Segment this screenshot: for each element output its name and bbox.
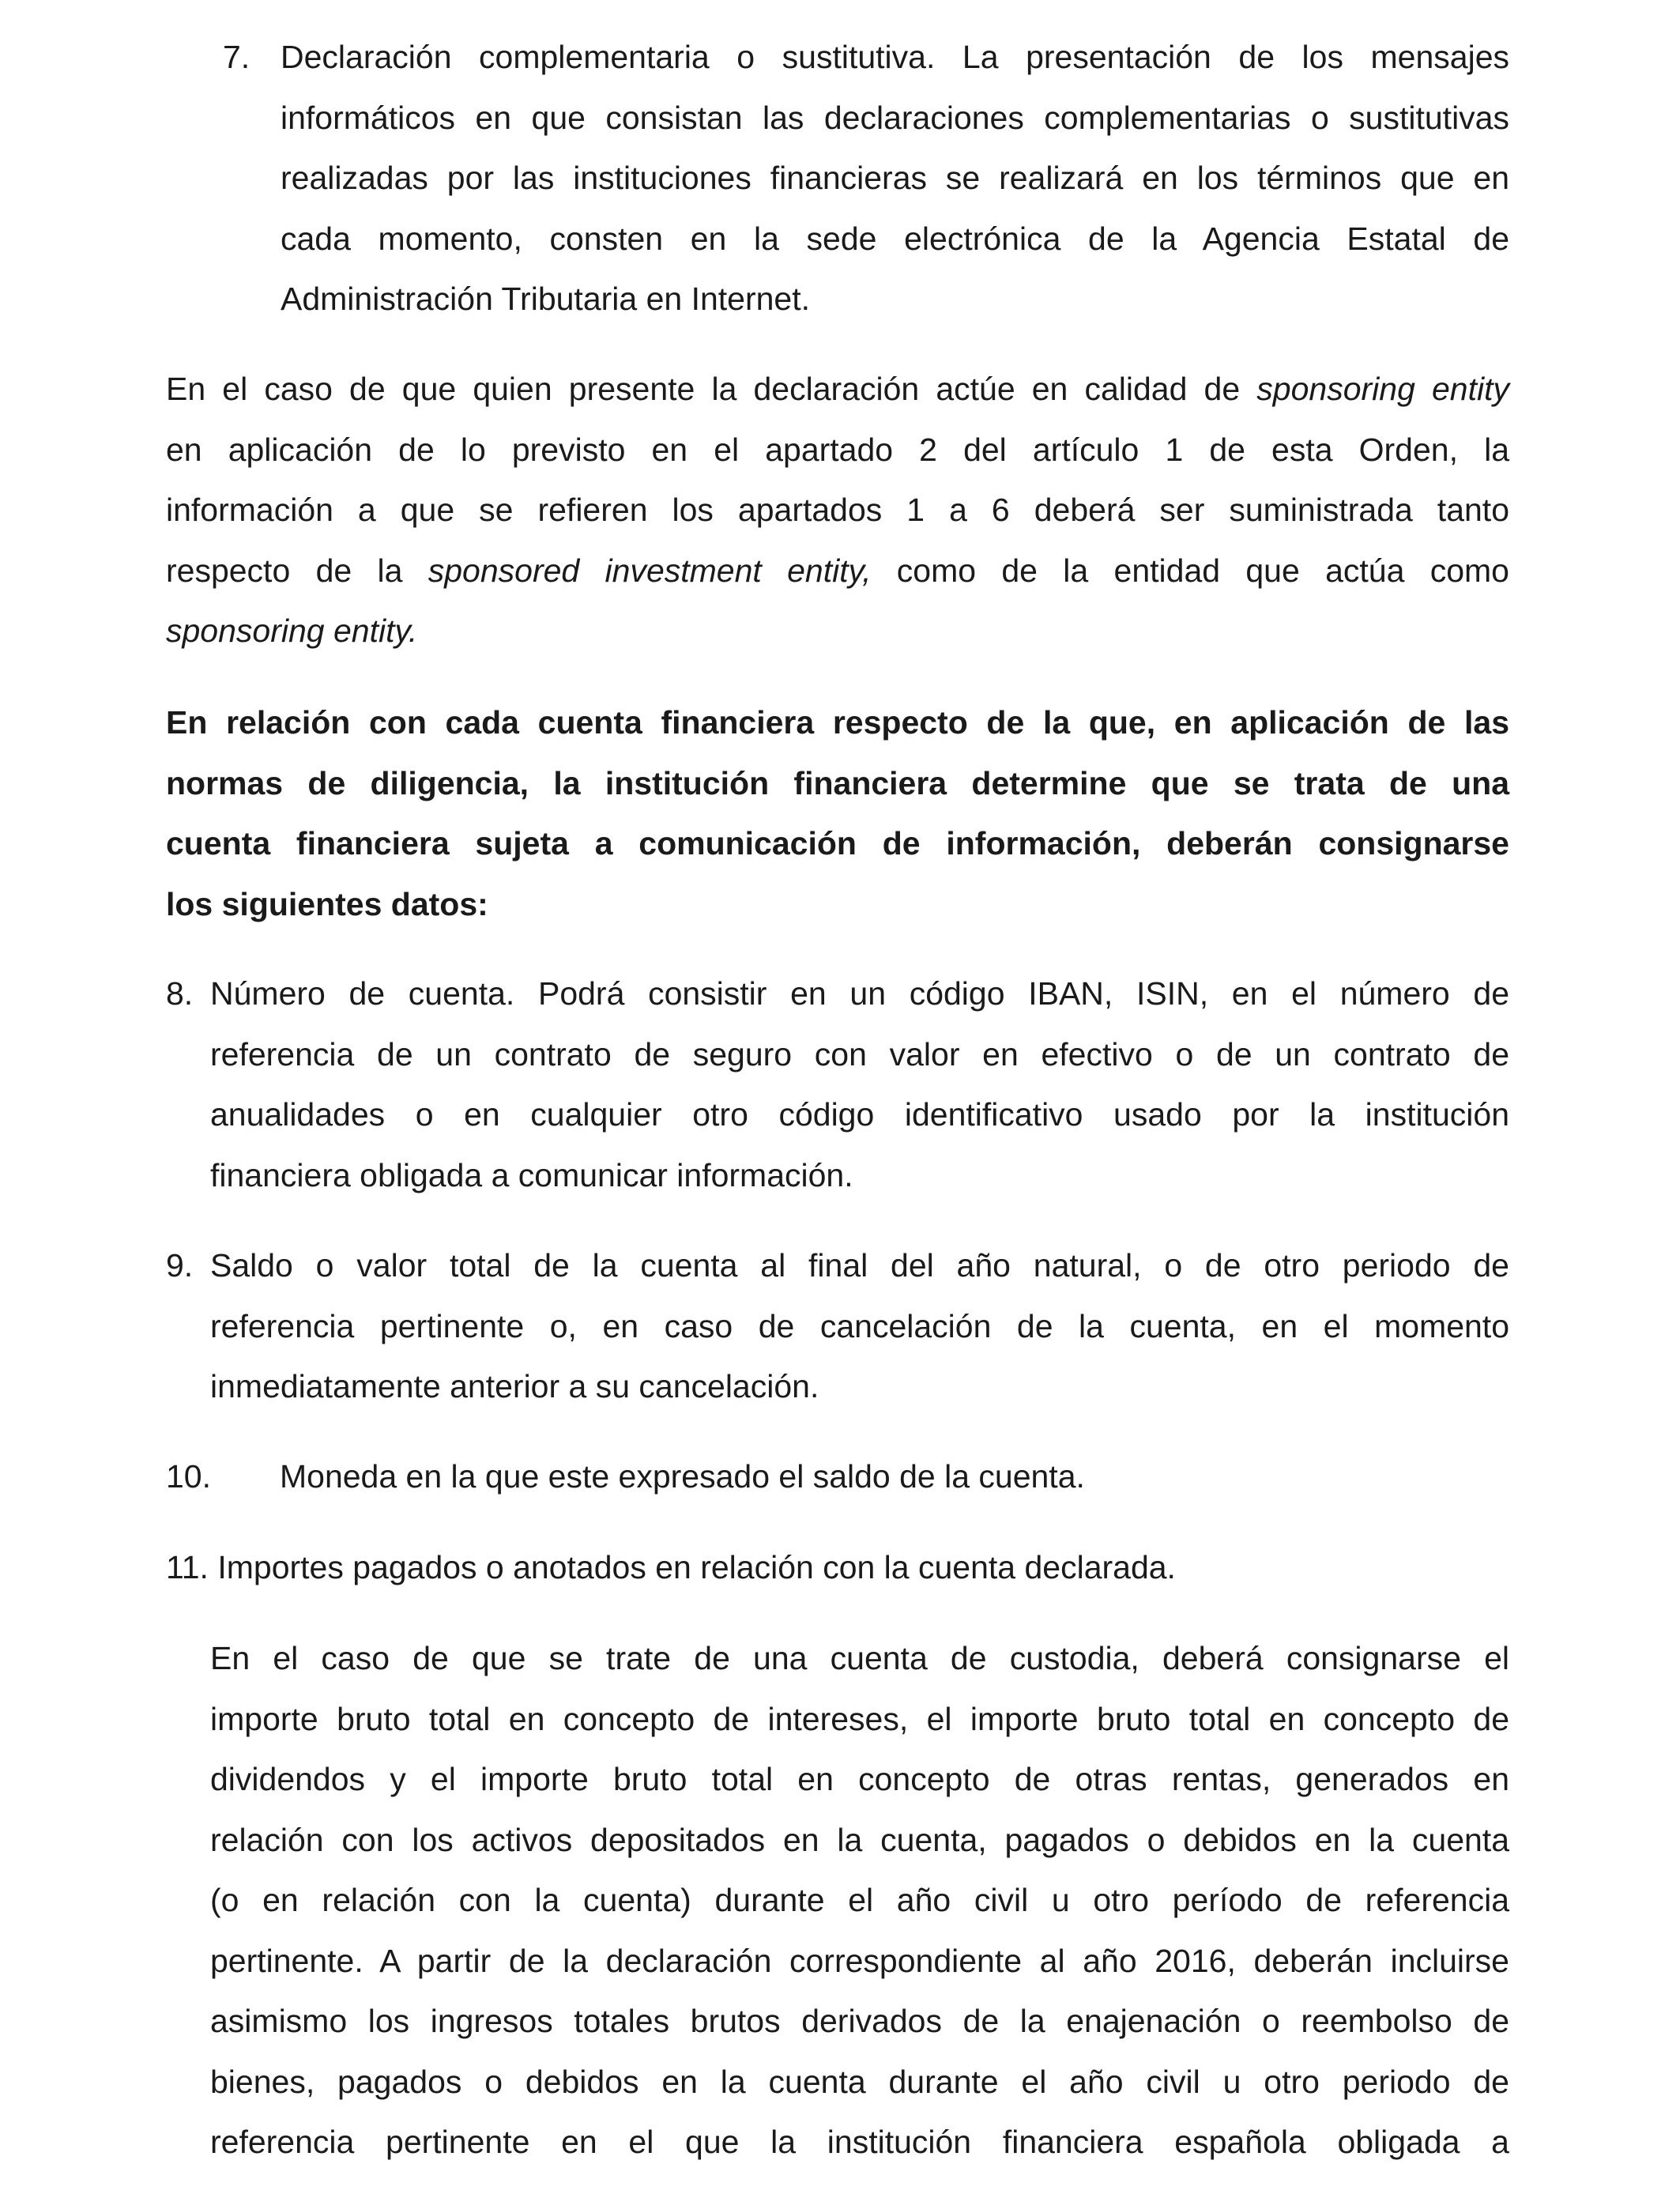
item-8-number: 8.: [166, 975, 194, 1012]
custodia-line: asimismo los ingresos totales brutos derivados de la enajenación o reembolso de: [210, 2003, 1509, 2039]
custodia-line: En el caso de que se trate de una cuenta de custodia, deberá consignarse el: [210, 1640, 1509, 1676]
custodia-line: importe bruto total en concepto de intereses, el importe bruto total en concepto de: [210, 1700, 1509, 1737]
item-7-number: 7.: [223, 39, 250, 75]
custodia-line: (o en relación con la cuenta) durante el año civil u otro período de referencia: [210, 1882, 1509, 1918]
item-8-line: financiera obligada a comunicar información.: [210, 1156, 853, 1193]
bold-line: los siguientes datos:: [166, 885, 488, 922]
item-8-line: Número de cuenta. Podrá consistir en un código IBAN, ISIN, en el número de: [210, 975, 1509, 1012]
bold-paragraph: [166, 692, 1509, 934]
item-10-number: 10.: [166, 1458, 211, 1495]
custodia-line: relación con los activos depositados en la cuenta, pagados o debidos en la cuenta: [210, 1821, 1509, 1858]
item-7-text: [281, 27, 1509, 330]
item-8-text: [210, 963, 1509, 1205]
item-8-line: referencia de un contrato de seguro con valor en efectivo o de un contrato de: [210, 1035, 1509, 1072]
item-7-line: informáticos en que consistan las declaraciones complementarias o sustitutivas: [281, 99, 1509, 136]
sponsoring-line: información a que se refieren los apartados 1 a 6 deberá ser suministrada tanto: [166, 492, 1509, 528]
bold-line: En relación con cada cuenta financiera respecto de la que, en aplicación de las: [166, 704, 1509, 741]
sponsoring-line: en aplicación de lo previsto en el apartado 2 del artículo 1 de esta Orden, la: [166, 431, 1509, 468]
bold-line: cuenta financiera sujeta a comunicación de información, deberán consignarse: [166, 825, 1509, 861]
custodia-line: dividendos y el importe bruto total en concepto de otras rentas, generados en: [210, 1761, 1509, 1797]
sponsoring-paragraph: [166, 359, 1509, 662]
custodia-paragraph: [210, 1628, 1509, 2173]
sponsoring-line: respecto de la sponsored investment entity, como de la entidad que actúa como: [166, 552, 1509, 589]
item-9-line: inmediatamente anterior a su cancelación.: [210, 1368, 819, 1404]
item-9-line: referencia pertinente o, en caso de cancelación de la cuenta, en el momento: [210, 1307, 1509, 1344]
item-9-line: Saldo o valor total de la cuenta al final del año natural, o de otro periodo de: [210, 1247, 1509, 1284]
item-11-text: 11. Importes pagados o anotados en relación con la cuenta declarada.: [166, 1549, 1176, 1585]
item-9-number: 9.: [166, 1247, 194, 1284]
item-7-line: Administración Tributaria en Internet.: [281, 281, 810, 317]
item-7-line: Declaración complementaria o sustitutiva. La presentación de los mensajes: [281, 39, 1509, 75]
item-7-line: realizadas por las instituciones financieras se realizará en los términos que en: [281, 160, 1509, 196]
custodia-line: bienes, pagados o debidos en la cuenta durante el año civil u otro periodo de: [210, 2063, 1509, 2100]
item-8-line: anualidades o en cualquier otro código identificativo usado por la institución: [210, 1096, 1509, 1133]
sponsoring-line: sponsoring entity.: [166, 613, 418, 649]
bold-line: normas de diligencia, la institución financiera determine que se trata de una: [166, 764, 1509, 801]
item-9-text: [210, 1235, 1509, 1417]
item-10-text: Moneda en la que este expresado el saldo de la cuenta.: [280, 1458, 1085, 1495]
item-7-line: cada momento, consten en la sede electrónica de la Agencia Estatal de: [281, 220, 1509, 257]
custodia-line: pertinente. A partir de la declaración correspondiente al año 2016, deberán incluirse: [210, 1942, 1509, 1979]
sponsoring-line: En el caso de que quien presente la declaración actúe en calidad de sponsoring entity: [166, 371, 1509, 407]
custodia-line: referencia pertinente en el que la institución financiera española obligada a: [210, 2124, 1509, 2160]
